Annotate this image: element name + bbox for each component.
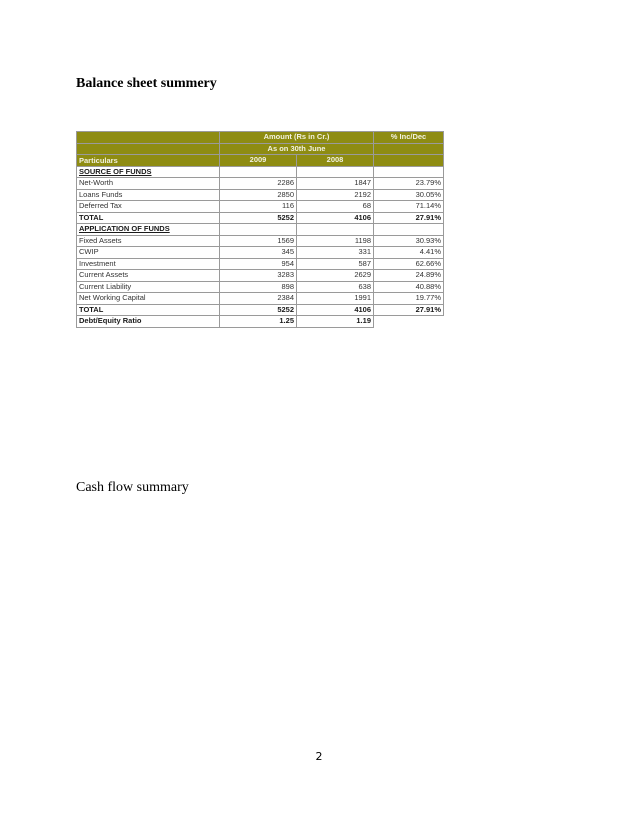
section-row xyxy=(77,166,444,178)
cash-flow-heading: Cash flow summary xyxy=(76,480,189,495)
value-2009: 116 xyxy=(220,201,297,213)
value-2008: 4106 xyxy=(297,212,374,224)
row-label: Net Working Capital xyxy=(77,293,220,305)
value-2008 xyxy=(297,224,374,236)
section-row xyxy=(77,224,444,236)
value-2008: 2629 xyxy=(297,270,374,282)
value-2009: 2384 xyxy=(220,293,297,305)
pct-change: 30.93% xyxy=(374,235,444,247)
value-2009: 5252 xyxy=(220,212,297,224)
table-row xyxy=(77,201,444,213)
value-2008: 587 xyxy=(297,258,374,270)
value-2009 xyxy=(220,166,297,178)
value-2009 xyxy=(220,224,297,236)
row-label: Investment xyxy=(77,258,220,270)
pct-change: 19.77% xyxy=(374,293,444,305)
table-header-row xyxy=(77,143,444,155)
row-label: APPLICATION OF FUNDS xyxy=(77,224,220,236)
row-label: Current Assets xyxy=(77,270,220,282)
row-label: Net-Worth xyxy=(77,178,220,190)
value-2009: 3283 xyxy=(220,270,297,282)
total-row xyxy=(77,212,444,224)
value-2008: 1991 xyxy=(297,293,374,305)
table-row xyxy=(77,247,444,259)
table-row xyxy=(77,293,444,305)
table-row xyxy=(77,178,444,190)
value-2008 xyxy=(297,166,374,178)
row-label: TOTAL xyxy=(77,212,220,224)
table-row xyxy=(77,189,444,201)
table-row xyxy=(77,270,444,282)
page-number: 2 xyxy=(315,750,323,763)
value-2009: 954 xyxy=(220,258,297,270)
value-2008: 1847 xyxy=(297,178,374,190)
row-label: Loans Funds xyxy=(77,189,220,201)
table-row xyxy=(77,281,444,293)
pct-change: 30.05% xyxy=(374,189,444,201)
amount-header: Amount (Rs in Cr.) xyxy=(220,132,374,144)
value-2008: 4106 xyxy=(297,304,374,316)
pct-change xyxy=(374,224,444,236)
row-label: TOTAL xyxy=(77,304,220,316)
value-2008: 2192 xyxy=(297,189,374,201)
year-header: 2009 xyxy=(220,155,297,167)
year-header: 2008 xyxy=(297,155,374,167)
pct-change: 24.89% xyxy=(374,270,444,282)
header-empty-cell xyxy=(374,143,444,155)
as-on-header: As on 30th June xyxy=(220,143,374,155)
table-row xyxy=(77,258,444,270)
total-row xyxy=(77,304,444,316)
pct-header: % Inc/Dec xyxy=(374,132,444,144)
pct-change: 23.79% xyxy=(374,178,444,190)
table-row xyxy=(77,235,444,247)
header-empty-cell xyxy=(77,143,220,155)
table-header-row xyxy=(77,132,444,144)
value-2009: 345 xyxy=(220,247,297,259)
pct-change: 27.91% xyxy=(374,212,444,224)
header-empty-cell xyxy=(77,132,220,144)
row-label: Current Liability xyxy=(77,281,220,293)
table-header-row xyxy=(77,155,444,167)
total-row xyxy=(77,316,444,328)
row-label: CWIP xyxy=(77,247,220,259)
value-2008: 1198 xyxy=(297,235,374,247)
balance-sheet-heading: Balance sheet summery xyxy=(76,76,217,91)
value-2008: 1.19 xyxy=(297,316,374,328)
pct-change: 71.14% xyxy=(374,201,444,213)
value-2009: 898 xyxy=(220,281,297,293)
pct-change: 62.66% xyxy=(374,258,444,270)
value-2008: 638 xyxy=(297,281,374,293)
header-empty-cell xyxy=(374,155,444,167)
value-2009: 1.25 xyxy=(220,316,297,328)
pct-change xyxy=(374,166,444,178)
value-2009: 1569 xyxy=(220,235,297,247)
pct-change: 40.88% xyxy=(374,281,444,293)
balance-sheet-table xyxy=(76,131,444,328)
pct-change: 4.41% xyxy=(374,247,444,259)
row-label: Debt/Equity Ratio xyxy=(77,316,220,328)
row-label: Fixed Assets xyxy=(77,235,220,247)
value-2009: 2850 xyxy=(220,189,297,201)
value-2009: 2286 xyxy=(220,178,297,190)
value-2009: 5252 xyxy=(220,304,297,316)
row-label: Deferred Tax xyxy=(77,201,220,213)
table-body xyxy=(77,166,444,327)
particulars-header: Particulars xyxy=(77,155,220,167)
pct-change: 27.91% xyxy=(374,304,444,316)
row-label: SOURCE OF FUNDS xyxy=(77,166,220,178)
value-2008: 331 xyxy=(297,247,374,259)
value-2008: 68 xyxy=(297,201,374,213)
